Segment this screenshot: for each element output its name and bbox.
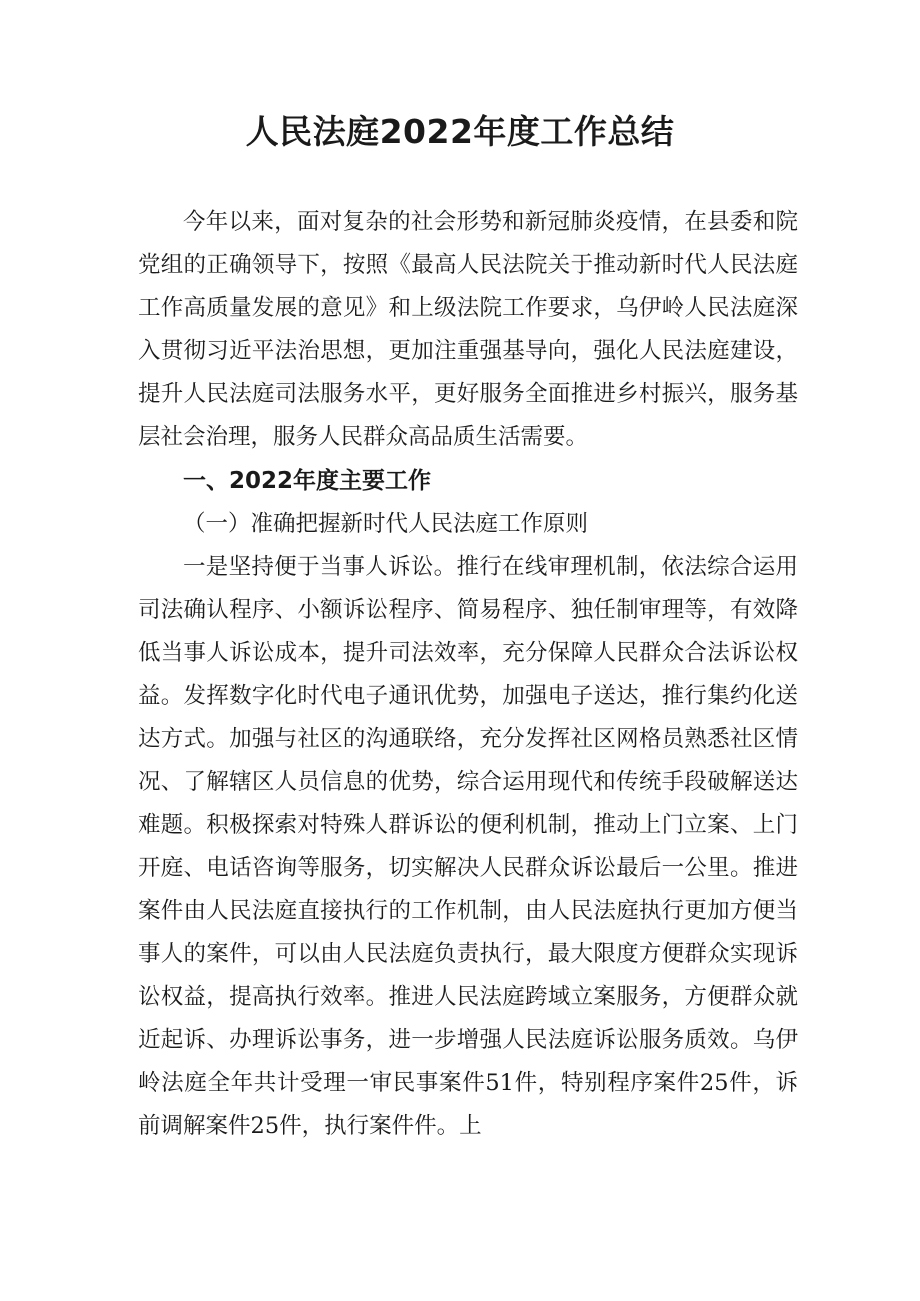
intro-paragraph: 今年以来，面对复杂的社会形势和新冠肺炎疫情，在县委和院党组的正确领导下，按照《最高人民法院关于推动新时代人民法庭工作高质量发展的意见》和上级法院工作要求，乌伊岭人民法庭深入贯彻习近平法治思想，更加注重强基导向，强化人民法庭建设，提升人民法庭司法服务水平，更好服务全面推进乡村振兴，服务基层社会治理，服务人民群众高品质生活需要。: [138, 209, 798, 450]
subsection-heading-1: （一）准确把握新时代人民法庭工作原则: [183, 511, 589, 537]
document-title: 人民法庭2022年度工作总结: [245, 112, 675, 151]
section-heading-1: 一、2022年度主要工作: [183, 468, 432, 494]
body-paragraph-block: [138, 546, 798, 1148]
intro-paragraph-block: [138, 201, 798, 459]
body-paragraph: 一是坚持便于当事人诉讼。推行在线审理机制，依法综合运用司法确认程序、小额诉讼程序、简易程序、独任制审理等，有效降低当事人诉讼成本，提升司法效率，充分保障人民群众合法诉讼权益。发挥数字化时代电子通讯优势，加强电子送达，推行集约化送达方式。加强与社区的沟通联络，充分发挥社区网格员熟悉社区情况、了解辖区人员信息的优势，综合运用现代和传统手段破解送达难题。积极探索对特殊人群诉讼的便利机制，推动上门立案、上门开庭、电话咨询等服务，切实解决人民群众诉讼最后一公里。推进案件由人民法庭直接执行的工作机制，由人民法庭执行更加方便当事人的案件，可以由人民法庭负责执行，最大限度方便群众实现诉讼权益，提高执行效率。推进人民法庭跨域立案服务，方便群众就近起诉、办理诉讼事务，进一步增强人民法庭诉讼服务质效。乌伊岭法庭全年共计受理一审民事案件51件，特别程序案件25件，诉前调解案件25件，执行案件件。上: [138, 554, 798, 1139]
